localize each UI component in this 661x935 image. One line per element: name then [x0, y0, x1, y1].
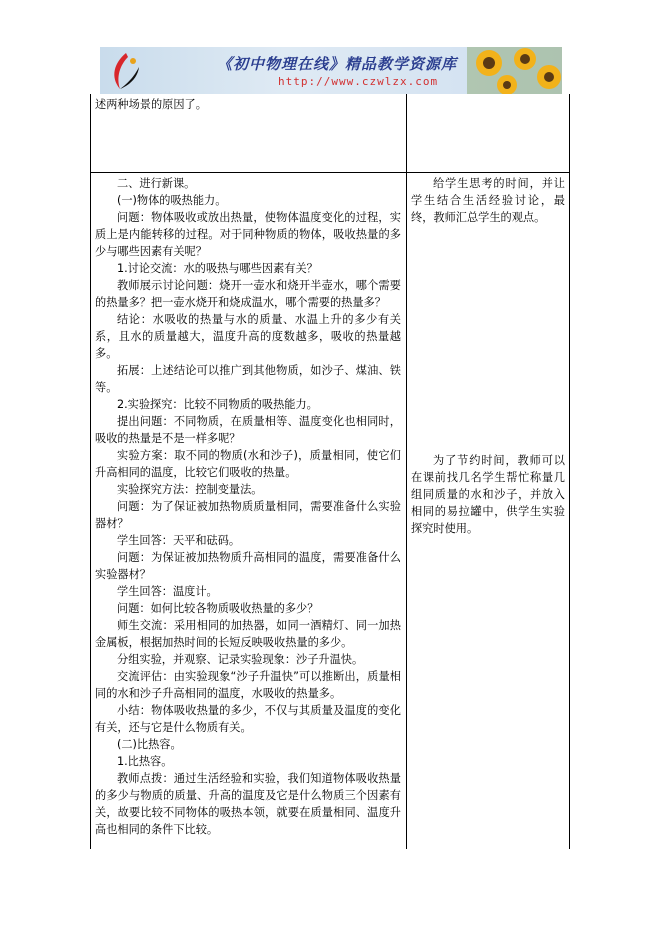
- paragraph: 实验探究方法：控制变量法。: [117, 483, 263, 496]
- table-border-left: [90, 94, 91, 849]
- paragraph: 拓展：上述结论可以推广到其他物质，如沙子、煤油、铁等。: [95, 364, 401, 394]
- paragraph: 结论：水吸收的热量与水的质量、水温上升的多少有关系，且水的质量越大，温度升高的度数越多，吸收的热量越多。: [95, 313, 401, 360]
- paragraph: 提出问题：不同物质，在质量相等、温度变化也相同时，吸收的热量是不是一样多呢？: [95, 415, 401, 445]
- paragraph: 小结：物体吸收热量的多少，不仅与其质量及温度的变化有关，还与它是什么物质有关。: [95, 704, 401, 734]
- banner-title: 《初中物理在线》精品教学资源库: [217, 55, 458, 73]
- paragraph: 师生交流：采用相同的加热器，如同一酒精灯、同一加热金属板，根据加热时间的长短反映吸收热量的多少。: [95, 619, 401, 649]
- table-row-separator: [90, 172, 570, 173]
- paragraph: 分组实验，并观察、记录实验现象：沙子升温快。: [117, 653, 364, 666]
- section-heading: 二、进行新课。: [117, 177, 196, 190]
- paragraph: 1.讨论交流：水的吸热与哪些因素有关？: [117, 262, 318, 275]
- paragraph: 问题：如何比较各物质吸收热量的多少？: [117, 602, 319, 615]
- paragraph: 1.比热容。: [117, 755, 173, 768]
- table-border-right: [569, 94, 570, 849]
- teaching-note-1: 给学生思考的时间，并让学生结合生活经验讨论，最终，教师汇总学生的观点。: [411, 177, 565, 224]
- row1-left-text: 述两种场景的原因了。: [95, 98, 207, 111]
- logo-icon: [106, 51, 142, 91]
- sunflower-icon: [467, 47, 562, 94]
- paragraph: 2.实验探究：比较不同物质的吸热能力。: [117, 398, 318, 411]
- teaching-note-2: 为了节约时间，教师可以在课前找几名学生帮忙称量几组同质量的水和沙子，并放入相同的易拉罐中，供学生实验探究时使用。: [411, 454, 565, 535]
- paragraph: 教师点拨：通过生活经验和实验，我们知道物体吸收热量的多少与物质的质量、升高的温度及它是什么物质三个因素有关，故要比较不同物体的吸热本领，就要在质量相同、温度升高也相同的条件下比较。: [95, 772, 401, 836]
- table-divider: [406, 94, 407, 849]
- paragraph: 问题：为保证被加热物质升高相同的温度，需要准备什么实验器材？: [95, 551, 401, 581]
- header-banner: [100, 47, 562, 94]
- subsection-heading: (二)比热容。: [117, 738, 182, 751]
- paragraph: 交流评估：由实验现象“沙子升温快”可以推断出，质量相同的水和沙子升高相同的温度，水吸收的热量多。: [95, 670, 401, 700]
- paragraph: 问题：为了保证被加热物质质量相同，需要准备什么实验器材？: [95, 500, 401, 530]
- lesson-content: [95, 175, 401, 838]
- paragraph: 教师展示讨论问题：烧开一壶水和烧开半壶水，哪个需要的热量多？把一壶水烧开和烧成温水，哪个需要的热量多？: [95, 279, 401, 309]
- paragraph: 学生回答：天平和砝码。: [117, 534, 241, 547]
- paragraph: 实验方案：取不同的物质(水和沙子)，质量相同，使它们升高相同的温度，比较它们吸收的热量。: [95, 449, 401, 479]
- paragraph: 学生回答：温度计。: [117, 585, 218, 598]
- subsection-heading: (一)物体的吸热能力。: [117, 194, 227, 207]
- banner-url: http://www.czwlzx.com: [278, 75, 439, 88]
- paragraph: 问题：物体吸收或放出热量，使物体温度变化的过程，实质上是内能转移的过程。对于同种物质的物体，吸收热量的多少与哪些因素有关呢？: [95, 211, 401, 258]
